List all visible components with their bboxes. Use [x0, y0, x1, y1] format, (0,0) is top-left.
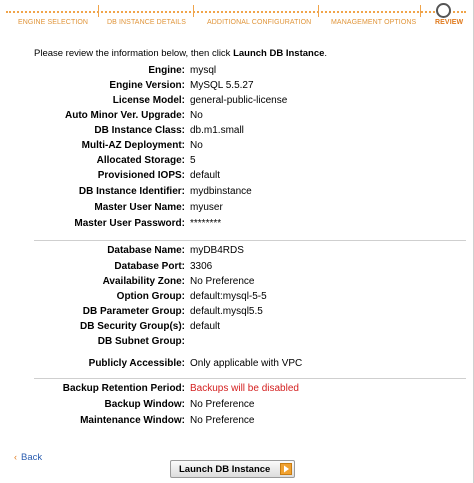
intro-suffix: .: [324, 48, 328, 59]
config-value: No Preference: [190, 276, 255, 287]
detail-value: ********: [190, 218, 222, 229]
detail-row-auto-minor-upgrade: [0, 110, 474, 125]
config-label: Availability Zone:: [102, 276, 185, 287]
detail-row-provisioned-iops: [0, 170, 474, 185]
detail-row-instance-identifier: [0, 186, 474, 201]
detail-value: MySQL 5.5.27: [190, 80, 254, 91]
arrow-right-icon: [280, 463, 292, 475]
config-label: DB Security Group(s):: [79, 321, 185, 332]
detail-value: myuser: [190, 202, 223, 213]
chevron-left-icon: ‹: [14, 452, 17, 462]
launch-db-instance-button[interactable]: [170, 460, 295, 478]
detail-row-multi-az: [0, 140, 474, 155]
step-marker: [318, 5, 319, 17]
current-step-indicator-icon: [436, 3, 451, 18]
config-value: 3306: [190, 261, 213, 272]
step-review: REVIEW: [435, 19, 464, 26]
step-marker: [98, 5, 99, 17]
detail-value: No: [190, 110, 203, 121]
detail-label: Provisioned IOPS:: [97, 170, 185, 181]
management-row-backup-retention: [0, 383, 474, 398]
detail-label: DB Instance Class:: [94, 125, 185, 136]
management-row-backup-window: [0, 399, 474, 414]
config-value: default: [190, 321, 221, 332]
detail-label: Engine:: [148, 65, 185, 76]
config-label: DB Subnet Group:: [97, 336, 185, 347]
detail-value: general-public-license: [190, 95, 288, 106]
management-label: Backup Retention Period:: [62, 383, 185, 394]
detail-label: DB Instance Identifier:: [78, 186, 185, 197]
back-label: Back: [21, 452, 43, 463]
config-value: default:mysql-5-5: [190, 291, 267, 302]
config-row-publicly-accessible: [0, 358, 474, 373]
detail-label: Master User Name:: [94, 202, 185, 213]
detail-value: db.m1.small: [190, 125, 244, 136]
config-value: default.mysql5.5: [190, 306, 263, 317]
detail-row-allocated-storage: [0, 155, 474, 170]
detail-value: default: [190, 170, 221, 181]
detail-row-master-user-password: [0, 218, 474, 233]
config-row-database-name: [0, 245, 474, 260]
step-marker: [420, 5, 421, 17]
management-value: No Preference: [190, 415, 255, 426]
section-divider: [34, 240, 466, 241]
launch-button-label: Launch DB Instance: [179, 464, 271, 475]
wizard-progress-bar: [0, 0, 474, 34]
detail-value: No: [190, 140, 203, 151]
detail-row-master-user-name: [0, 202, 474, 217]
management-label: Maintenance Window:: [80, 415, 185, 426]
step-engine-selection: ENGINE SELECTION: [18, 19, 89, 26]
config-row-option-group: [0, 291, 474, 306]
config-value: Only applicable with VPC: [190, 358, 303, 369]
config-value: myDB4RDS: [190, 245, 244, 256]
review-instructions: [34, 48, 327, 59]
step-additional-configuration: ADDITIONAL CONFIGURATION: [207, 19, 312, 26]
config-label: Database Port:: [114, 261, 185, 272]
backup-disabled-warning: Backups will be disabled: [190, 383, 299, 394]
detail-label: Auto Minor Ver. Upgrade:: [64, 110, 185, 121]
intro-text: Please review the information below, then click: [34, 48, 234, 59]
detail-value: 5: [190, 155, 196, 166]
detail-value: mysql: [190, 65, 217, 76]
step-db-instance-details: DB INSTANCE DETAILS: [107, 19, 187, 26]
management-label: Backup Window:: [104, 399, 185, 410]
detail-row-license-model: [0, 95, 474, 110]
step-management-options: MANAGEMENT OPTIONS: [331, 19, 417, 26]
config-row-availability-zone: [0, 276, 474, 291]
detail-row-engine: [0, 65, 474, 80]
section-divider: [34, 378, 466, 379]
intro-emphasis: Launch DB Instance: [233, 48, 325, 59]
config-row-parameter-group: [0, 306, 474, 321]
detail-row-instance-class: [0, 125, 474, 140]
detail-row-engine-version: [0, 80, 474, 95]
config-row-database-port: [0, 261, 474, 276]
config-label: Option Group:: [116, 291, 185, 302]
config-label: DB Parameter Group:: [82, 306, 185, 317]
step-marker: [193, 5, 194, 17]
detail-label: Engine Version:: [109, 80, 185, 91]
config-row-security-groups: [0, 321, 474, 336]
config-label: Database Name:: [107, 245, 185, 256]
detail-label: Multi-AZ Deployment:: [81, 140, 185, 151]
management-value: No Preference: [190, 399, 255, 410]
detail-label: Allocated Storage:: [96, 155, 185, 166]
detail-label: Master User Password:: [74, 218, 185, 229]
back-link[interactable]: [14, 452, 42, 463]
config-row-subnet-group: [0, 336, 474, 351]
management-row-maintenance-window: [0, 415, 474, 430]
progress-track: [6, 11, 466, 13]
detail-label: License Model:: [112, 95, 185, 106]
detail-value: mydbinstance: [190, 186, 252, 197]
config-label: Publicly Accessible:: [88, 358, 185, 369]
